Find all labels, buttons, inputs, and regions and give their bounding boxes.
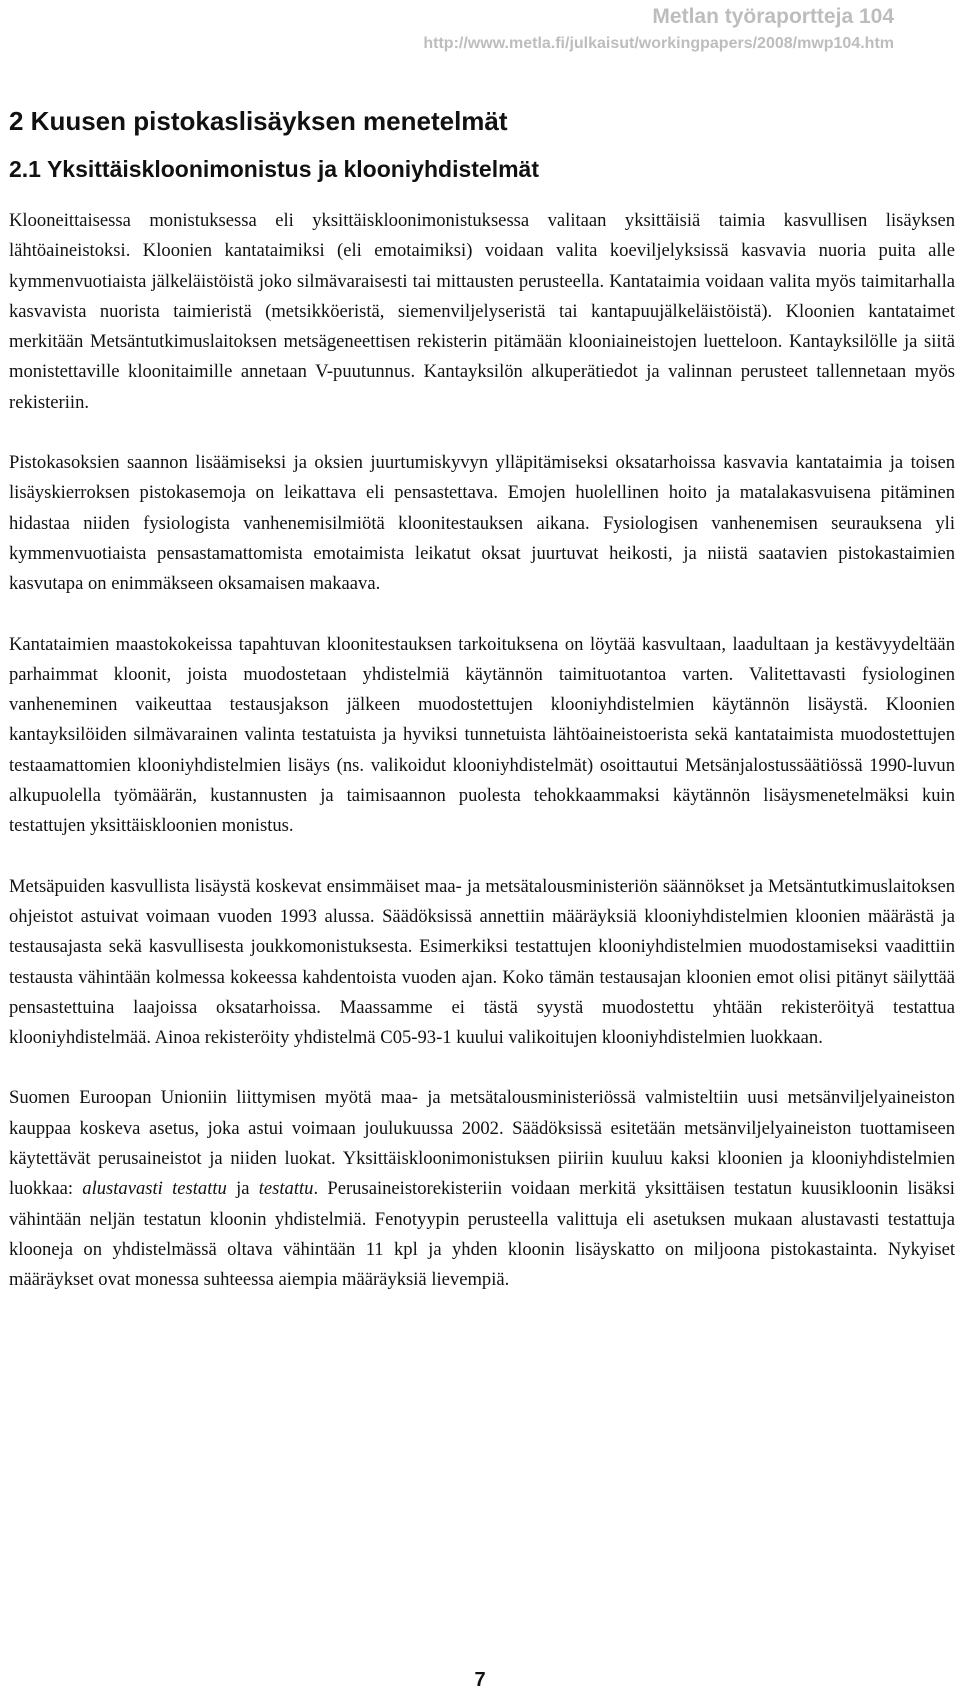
paragraph-2: Pistokasoksien saannon lisäämiseksi ja oksien juurtumiskyvyn ylläpitämiseksi oksatarhoissa kasvavia kantataimia ja toisen lisäyskierroksen pistokasemoja on leikattava eli pensastettava. Emojen huolellinen hoito ja matalakasvuisena pitäminen hidastaa niiden fysiologista vanhenemisilmiötä kloonitestauksen aikana. Fysiologisen vanhenemisen seurauksena yli kymmenvuotiaista pensastamattomista emotaimista leikatut oksat juurtuvat heikosti, ja niistä saatavien pistokastaimien kasvutapa on enimmäkseen oksamaisen makaava. xyxy=(9,452,955,595)
series-title: Metlan työraportteja 104 xyxy=(652,5,894,28)
paragraph-5-text-a: Suomen Euroopan Unioniin liittymisen myötä maa- ja metsätalousministeriössä valmisteltiin uusi metsänviljelyaineiston kauppaa koskeva asetus, joka astui voimaan joulukuussa 2002. Säädöksissä esitetään metsänviljelyaineiston tuottamiseen käytettävät perusaineistot ja niiden luokat. Yksittäiskloonimonistuksen piiriin kuuluu kaksi kloonien ja klooniyhdistelmien luokkaa: xyxy=(9,1087,955,1200)
paragraph-1: Klooneittaisessa monistuksessa eli yksittäiskloonimonistuksessa valitaan yksittäisiä taimia kasvullisen lisäyksen lähtöaineistoksi. Kloonien kantataimiksi (eli emotaimiksi) voidaan valita koeviljelyksissä kasvavia nuoria puita alle kymmenvuotiaista jälkeläistöistä joko silmävaraisesti tai mittausten perusteella. Kantataimia voidaan valita myös taimitarhalla kasvavista nuorista taimieristä (metsikköeristä, siemenviljelyseristä tai kantapuujälkeläistöistä). Kloonien kantataimet merkitään Metsäntutkimuslaitoksen metsägeneettisen rekisterin pitämään klooniaineistojen luetteloon. Kantayksilölle ja siitä monistettaville kloonitaimille annetaan V-puutunnus. Kantayksilön alkuperätiedot ja valinnan perusteet tallennetaan myös rekisteriin. xyxy=(9,210,955,413)
page-number: 7 xyxy=(474,1669,486,1691)
paragraph-5 xyxy=(9,1083,955,1295)
section-heading: 2.1 Yksittäiskloonimonistus ja klooniyhdistelmät xyxy=(9,156,539,182)
term-tested: testattu xyxy=(258,1178,314,1200)
publication-url[interactable]: http://www.metla.fi/julkaisut/workingpapers/2008/mwp104.htm xyxy=(423,35,894,52)
paragraph-3: Kantataimien maastokokeissa tapahtuvan kloonitestauksen tarkoituksena on löytää kasvultaan, laadultaan ja kestävyydeltään parhaimmat kloonit, joista muodostetaan yhdistelmiä käytännön taimituotantoa varten. Valitettavasti fysiologinen vanheneminen vaikeuttaa testausjakson jälkeen muodostettujen klooniyhdistelmien käytännön lisäystä. Kloonien kantayksilöiden silmävarainen valinta testatuista ja hyviksi tunnetuista lähtöaineistoerista sekä kantataimista muodostettujen testaamattomien klooniyhdistelmien lisäys (ns. valikoidut klooniyhdistelmät) osoittautui Metsänjalostussäätiössä 1990-luvun alkupuolella työmäärän, kustannusten ja taimisaannon puolesta tehokkaammaksi käytännön lisäysmenetelmäksi kuin testattujen yksittäiskloonien monistus. xyxy=(9,633,955,837)
paragraph-5-text-b: ja xyxy=(226,1178,259,1200)
chapter-heading: 2 Kuusen pistokaslisäyksen menetelmät xyxy=(9,106,508,136)
page-content xyxy=(9,92,955,1326)
running-header xyxy=(423,2,894,56)
paragraph-4: Metsäpuiden kasvullista lisäystä koskevat ensimmäiset maa- ja metsätalousministeriön säännökset ja Metsäntutkimuslaitoksen ohjeistot astuivat voimaan vuoden 1993 alussa. Säädöksissä annettiin määräyksiä klooniyhdistelmien kloonien määrästä ja testausajasta sekä kasvullisesta joukkomonistuksesta. Esimerkiksi testattujen klooniyhdistelmien muodostamiseksi vaadittiin testausta vähintään kolmessa kokeessa kahdentoista vuoden ajan. Koko tämän testausajan kloonien emot olisi pitänyt säilyttää pensastettuina laajoissa oksatarhoissa. Maassamme ei tästä syystä muodostettu yhtään rekisteröityä testattua klooniyhdistelmää. Ainoa rekisteröity yhdistelmä C05-93-1 kuului valikoitujen klooniyhdistelmien luokkaan. xyxy=(9,875,955,1049)
term-preliminarily-tested: alustavasti testattu xyxy=(82,1178,227,1200)
paragraph-5-text-c: . Perusaineistorekisteriin voidaan merkitä yksittäisen testatun kuusikloonin lisäksi vähintään neljän testatun kloonin yhdistelmiä. Fenotyypin perusteella valittuja eli asetuksen mukaan alustavasti testattuja klooneja on yhdistelmässä oltava vähintään 11 kpl ja yhden kloonin lisäyskatto on miljoona pistokastainta. Nykyiset määräykset ovat monessa suhteessa aiempia määräyksiä lievempiä. xyxy=(9,1178,955,1291)
